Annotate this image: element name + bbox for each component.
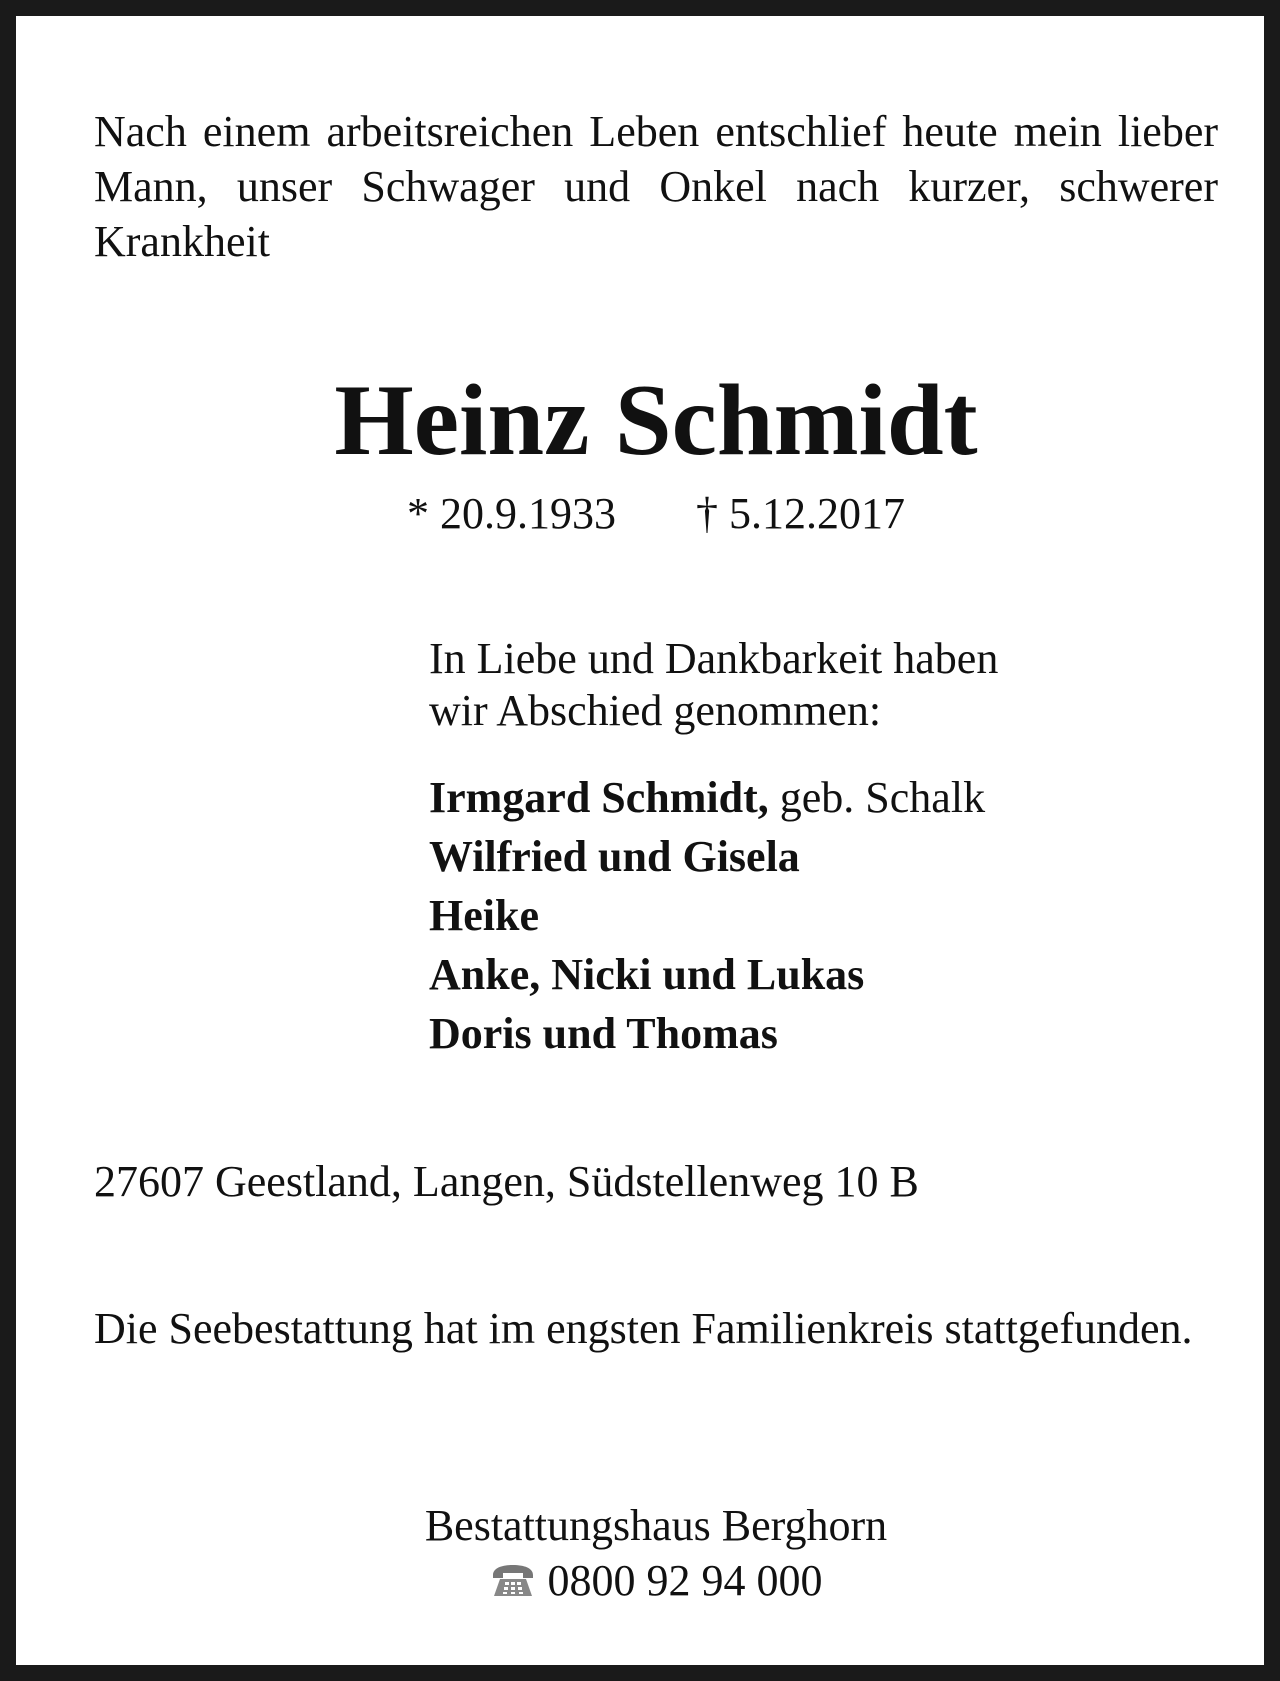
family-member-name: Doris und Thomas xyxy=(429,1009,778,1058)
phone-number: 0800 92 94 000 xyxy=(547,1556,823,1605)
death-date: † 5.12.2017 xyxy=(696,489,905,538)
family-member-name: Wilfried und Gisela xyxy=(429,832,800,881)
mourning-text xyxy=(429,633,998,737)
address: 27607 Geestland, Langen, Südstellenweg 10 B xyxy=(94,1157,919,1206)
family-member xyxy=(429,1004,985,1063)
family-member xyxy=(429,768,985,827)
deceased-name: Heinz Schmidt xyxy=(334,364,978,477)
intro-text: Nach einem arbeitsreichen Leben entschlief heute mein lieber Mann, unser Schwager und Onkel nach kurzer, schwerer Krankheit xyxy=(94,107,1218,266)
mourning-line: In Liebe und Dankbarkeit haben xyxy=(429,634,999,683)
family-list xyxy=(429,768,985,1063)
undertaker-phone xyxy=(16,1553,1280,1613)
birth-date: * 20.9.1933 xyxy=(407,489,616,538)
family-member xyxy=(429,827,985,886)
family-member-name: Anke, Nicki und Lukas xyxy=(429,950,865,999)
undertaker-name: Bestattungshaus Berghorn xyxy=(424,1501,888,1550)
telephone-icon xyxy=(490,1557,536,1613)
life-dates xyxy=(16,488,1280,540)
family-member-name: Irmgard Schmidt, xyxy=(429,773,769,822)
burial-note: Die Seebestattung hat im engsten Familienkreis stattgefunden. xyxy=(94,1304,1193,1353)
family-member xyxy=(429,886,985,945)
family-member-name: Heike xyxy=(429,891,539,940)
mourning-line: wir Abschied genommen: xyxy=(429,686,882,735)
family-member xyxy=(429,945,985,1004)
family-member-suffix: geb. Schalk xyxy=(768,773,986,822)
